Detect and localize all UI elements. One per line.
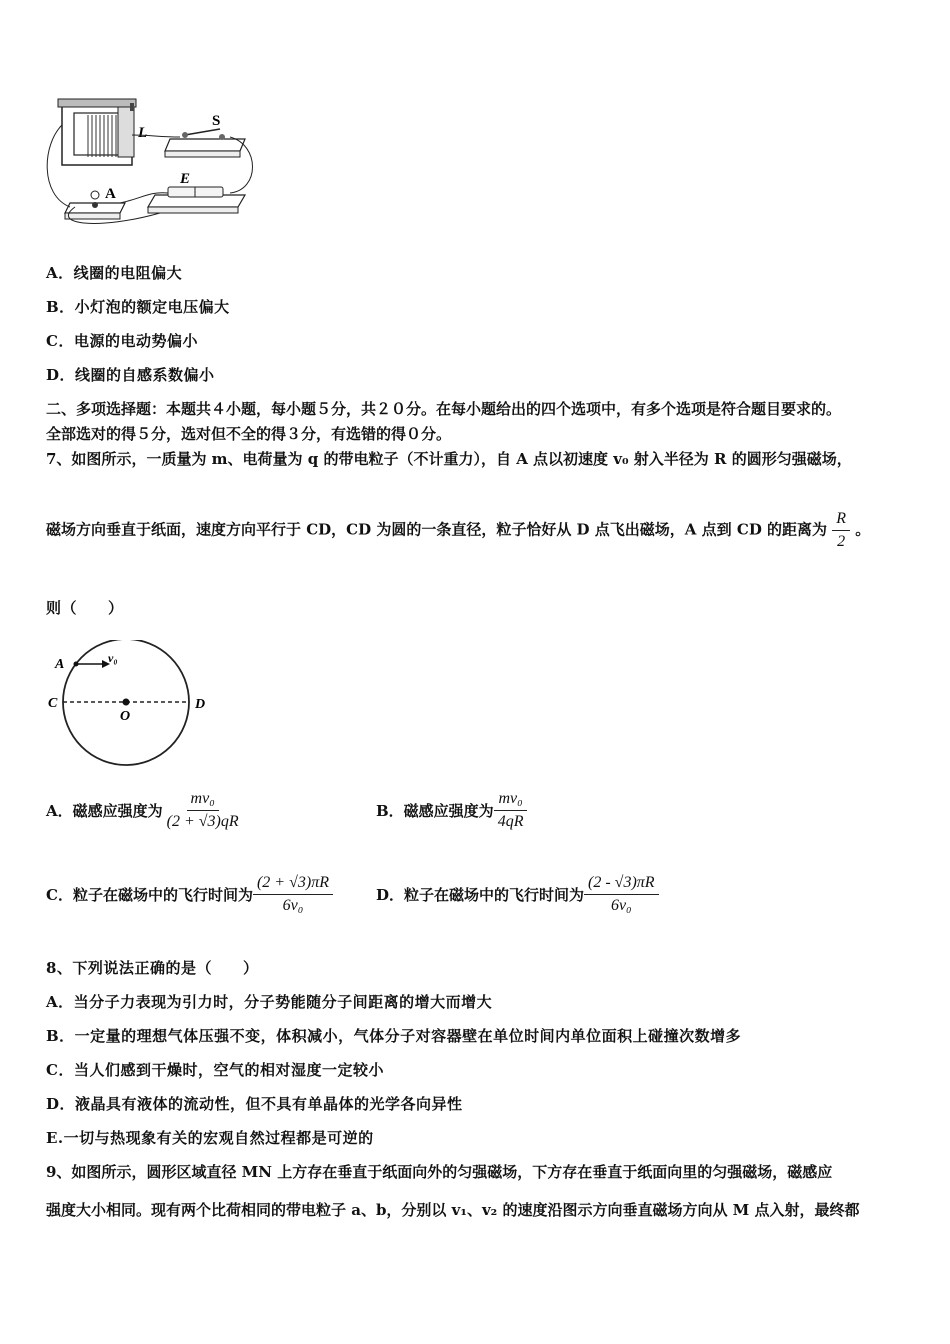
q7-option-a-num: mv₀ xyxy=(187,790,219,811)
q7-option-a-text: A．磁感应强度为 xyxy=(46,802,163,820)
q8-option-c: C．当人们感到干燥时，空气的相对湿度一定较小 xyxy=(46,1061,384,1079)
q7-option-b xyxy=(376,790,527,831)
q7-option-a-den: (2 + √3)qR xyxy=(166,813,239,830)
q7-option-c-den: 6v₀ xyxy=(282,897,304,914)
q7-option-c xyxy=(46,874,333,915)
q8-option-e: E.一切与热现象有关的宏观自然过程都是可逆的 xyxy=(46,1129,374,1147)
section2-line2: 全部选对的得５分，选对但不全的得３分，有选错的得０分。 xyxy=(46,425,452,443)
q7-option-a xyxy=(46,790,243,831)
label-S: S xyxy=(212,113,221,129)
q8-option-a: A．当分子力表现为引力时，分子势能随分子间距离的增大而增大 xyxy=(46,993,493,1011)
label-A: A xyxy=(105,186,116,202)
q7-option-c-text: C．粒子在磁场中的飞行时间为 xyxy=(46,886,253,904)
q7-line2: 磁场方向垂直于纸面，速度方向平行于 CD，CD 为圆的一条直径，粒子恰好从 D 点飞出磁场，A 点到 CD 的距离为 xyxy=(46,520,828,539)
q9-line1: 9、如图所示，圆形区域直径 MN 上方存在垂直于纸面向外的匀强磁场，下方存在垂直于纸面向里的匀强磁场，磁感应 xyxy=(46,1163,833,1181)
label-d: D xyxy=(195,697,206,712)
fraction-denominator: 2 xyxy=(837,533,846,550)
q6-option-d: D．线圈的自感系数偏小 xyxy=(46,366,215,384)
q6-option-a: A．线圈的电阻偏大 xyxy=(46,264,183,282)
q7-stem-end: 则（ ） xyxy=(46,599,124,617)
q7-option-d-den: 6v₀ xyxy=(610,897,632,914)
label-c: C xyxy=(48,696,58,711)
q6-option-c: C．电源的电动势偏小 xyxy=(46,332,198,350)
q8-option-b: B．一定量的理想气体压强不变，体积减小，气体分子对容器壁在单位时间内单位面积上碰撞次数增多 xyxy=(46,1027,742,1045)
q7-line2-wrap xyxy=(46,510,870,551)
center-point xyxy=(123,699,130,706)
q6-option-b: B．小灯泡的额定电压偏大 xyxy=(46,298,230,316)
q7-distance-fraction xyxy=(832,510,850,551)
q8-stem: 8、下列说法正确的是（ ） xyxy=(46,959,259,977)
circuit-figure xyxy=(40,95,270,235)
label-o: O xyxy=(120,709,131,724)
q7-option-d xyxy=(376,874,659,915)
label-L: L xyxy=(138,125,148,141)
q7-option-d-num: (2 - √3)πR xyxy=(584,874,659,895)
q7-option-b-num: mv₀ xyxy=(494,790,526,811)
label-a: A xyxy=(55,657,65,672)
q7-option-b-text: B．磁感应强度为 xyxy=(376,802,494,820)
section2-line1: 二、多项选择题：本题共４小题，每小题５分，共２０分。在每小题给出的四个选项中，有多个选项是符合题目要求的。 xyxy=(46,400,842,418)
q7-line1: 7、如图所示，一质量为 m、电荷量为 q 的带电粒子（不计重力），自 A 点以初速度 v₀ 射入半径为 R 的圆形匀强磁场， xyxy=(46,450,852,468)
label-E: E xyxy=(180,171,191,187)
fraction-numerator: R xyxy=(832,510,850,531)
magnetic-circle-figure xyxy=(40,640,220,780)
q7-line2-end: 。 xyxy=(855,520,871,539)
q7-option-c-num: (2 + √3)πR xyxy=(253,874,333,895)
q9-line2: 强度大小相同。现有两个比荷相同的带电粒子 a、b，分别以 v₁、v₂ 的速度沿图示方向垂直磁场方向从 M 点入射，最终都 xyxy=(46,1201,860,1219)
q7-option-b-den: 4qR xyxy=(497,813,524,830)
label-v0: v₀ xyxy=(108,651,118,665)
q7-option-d-text: D．粒子在磁场中的飞行时间为 xyxy=(376,886,585,904)
q8-option-d: D．液晶具有液体的流动性，但不具有单晶体的光学各向异性 xyxy=(46,1095,463,1113)
